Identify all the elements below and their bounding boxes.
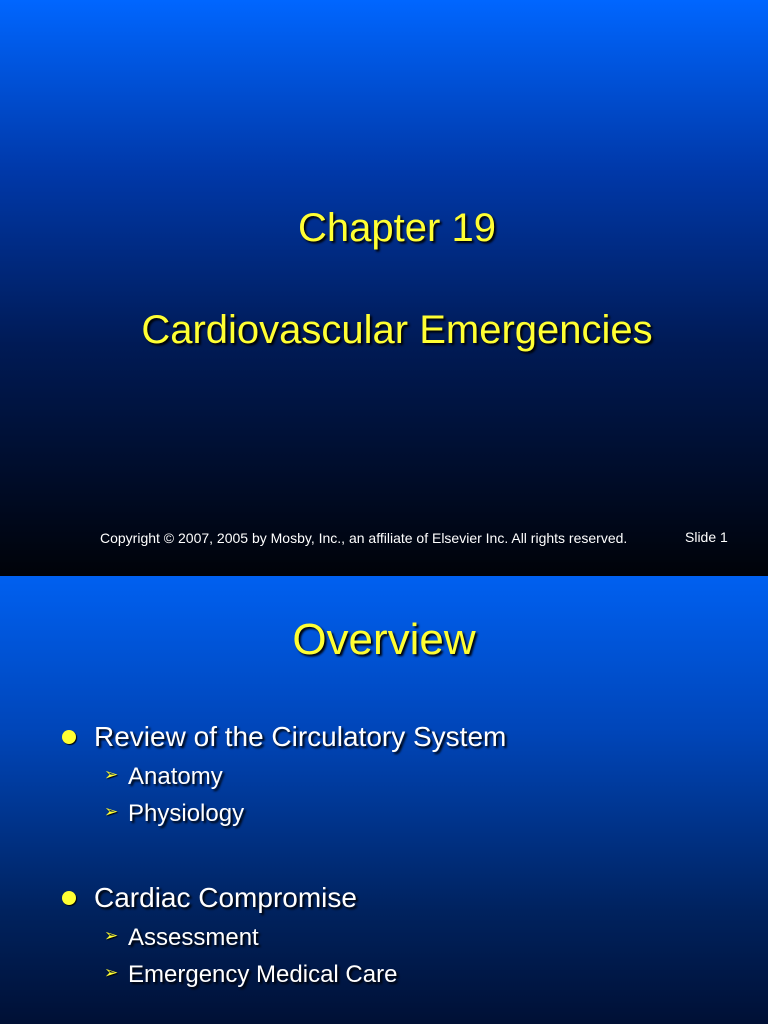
- arrow-bullet-icon: ➢: [104, 963, 119, 982]
- sub-bullet-text: Assessment: [128, 924, 259, 951]
- bullet-text: Cardiac Compromise: [94, 882, 357, 913]
- sub-bullet-text: Anatomy: [128, 763, 223, 790]
- slide-number: Slide 1: [685, 529, 728, 545]
- sub-bullet-text: Emergency Medical Care: [128, 961, 398, 988]
- chapter-subtitle: Cardiovascular Emergencies: [141, 308, 653, 352]
- arrow-bullet-icon: ➢: [104, 802, 119, 821]
- overview-title: Overview: [292, 615, 476, 664]
- arrow-bullet-icon: ➢: [104, 926, 119, 945]
- bullet-dot-icon: [62, 891, 76, 905]
- overview-slide: [0, 576, 768, 1024]
- sub-bullet-text: Physiology: [128, 800, 245, 827]
- copyright-notice: Copyright © 2007, 2005 by Mosby, Inc., an affiliate of Elsevier Inc. All rights reserved.: [100, 530, 628, 546]
- bullet-text: Review of the Circulatory System: [94, 721, 507, 752]
- chapter-title: Chapter 19: [298, 206, 496, 250]
- bullet-dot-icon: [62, 730, 76, 744]
- arrow-bullet-icon: ➢: [104, 765, 119, 784]
